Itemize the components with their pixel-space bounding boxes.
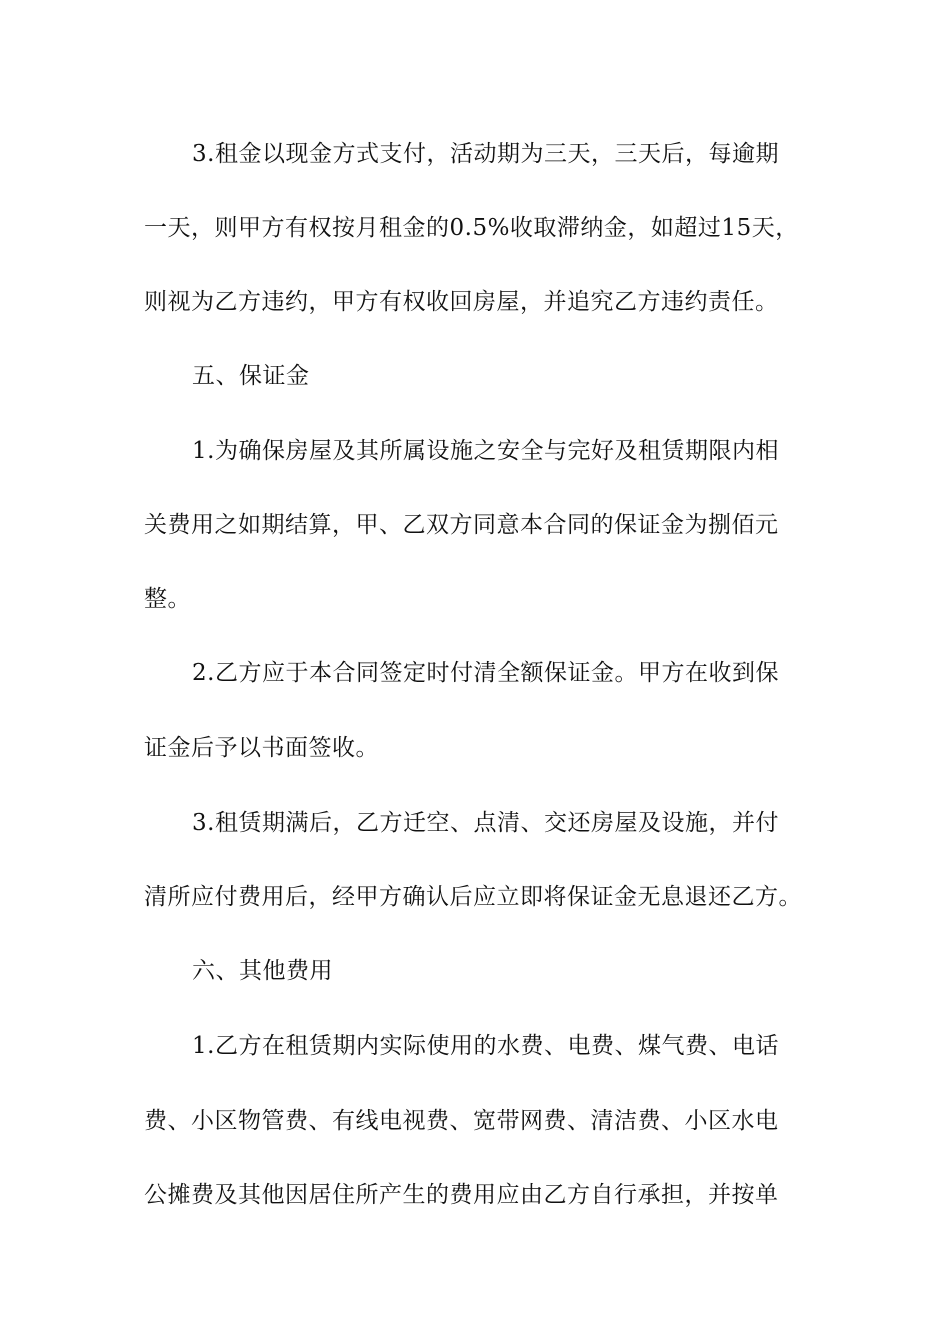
paragraph-line: 公摊费及其他因居住所产生的费用应由乙方自行承担，并按单 xyxy=(144,1182,779,1208)
paragraph-line: 一天，则甲方有权按月租金的0.5%收取滞纳金，如超过15天， xyxy=(144,215,799,241)
paragraph-line: 3.租金以现金方式支付，活动期为三天，三天后，每逾期 xyxy=(192,141,779,167)
paragraph-line: 证金后予以书面签收。 xyxy=(144,735,379,761)
paragraph-line: 整。 xyxy=(144,586,191,612)
paragraph-line: 1.乙方在租赁期内实际使用的水费、电费、煤气费、电话 xyxy=(192,1033,779,1059)
paragraph-line: 费、小区物管费、有线电视费、宽带网费、清洁费、小区水电 xyxy=(144,1108,779,1134)
paragraph-line: 关费用之如期结算，甲、乙双方同意本合同的保证金为捌佰元 xyxy=(144,512,779,538)
section-heading: 六、其他费用 xyxy=(192,958,333,984)
paragraph-line: 清所应付费用后，经甲方确认后应立即将保证金无息退还乙方。 xyxy=(144,884,802,910)
paragraph-line: 则视为乙方违约，甲方有权收回房屋，并追究乙方违约责任。 xyxy=(144,289,779,315)
section-heading: 五、保证金 xyxy=(192,363,310,389)
paragraph-line: 1.为确保房屋及其所属设施之安全与完好及租赁期限内相 xyxy=(192,438,779,464)
paragraph-line: 2.乙方应于本合同签定时付清全额保证金。甲方在收到保 xyxy=(192,660,779,686)
paragraph-line: 3.租赁期满后，乙方迁空、点清、交还房屋及设施，并付 xyxy=(192,810,779,836)
